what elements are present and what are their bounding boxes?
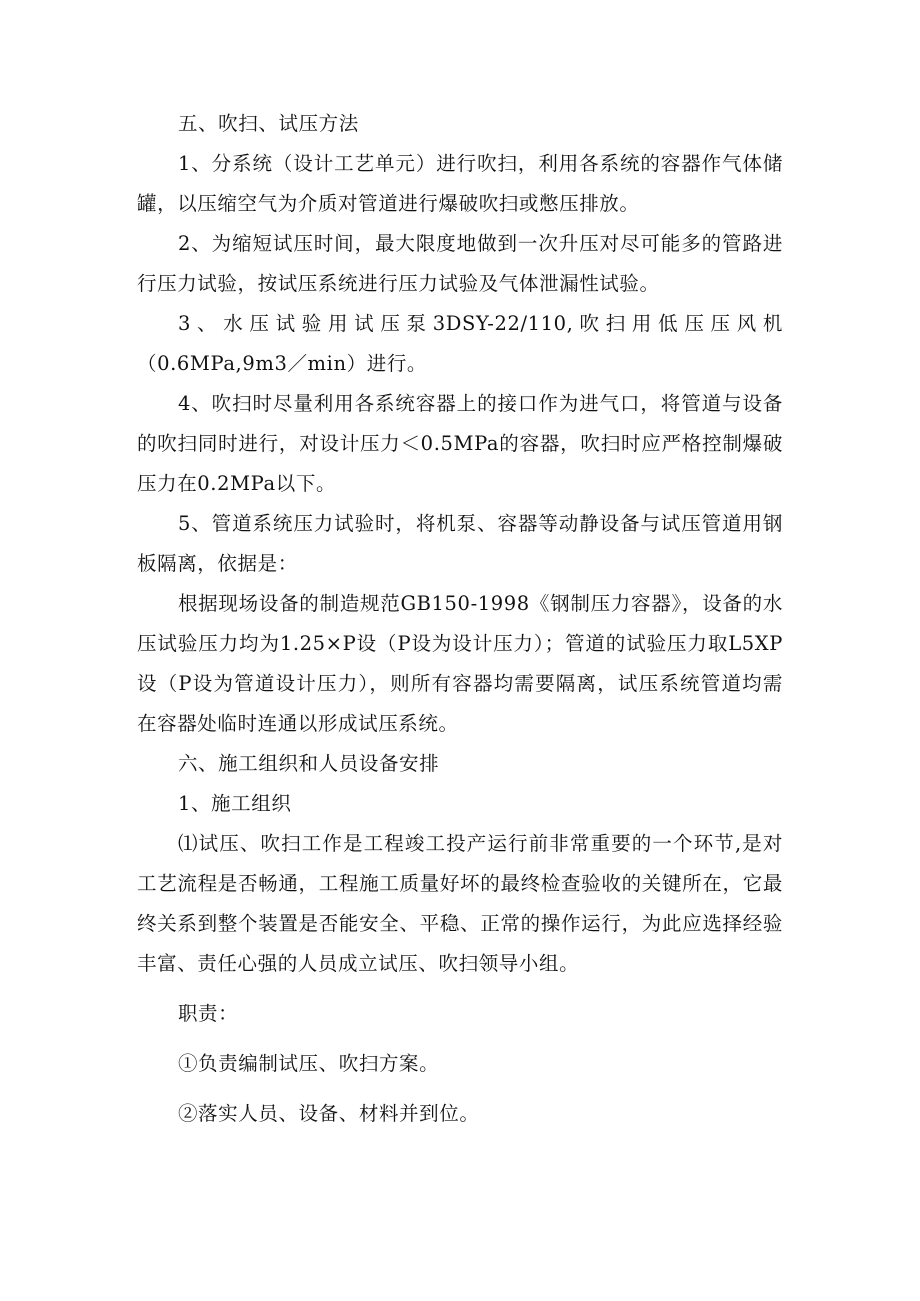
paragraph-3: 3、水压试验用试压泵3DSY-22/110,吹扫用低压压风机（0.6MPa,9m3／min）进行。 xyxy=(137,312,783,375)
responsibilities-label: 职责： xyxy=(177,1002,239,1025)
paragraph-1: 1、分系统（设计工艺单元）进行吹扫，利用各系统的容器作气体储罐，以压缩空气为介质对管道进行爆破吹扫或憋压排放。 xyxy=(137,152,783,215)
paragraph-2: 2、为缩短试压时间，最大限度地做到一次升压对尽可能多的管路进行压力试验，按试压系统进行压力试验及气体泄漏性试验。 xyxy=(137,232,783,295)
section-heading-6: 六、施工组织和人员设备安排 xyxy=(177,752,440,775)
section-heading-5: 五、吹扫、试压方法 xyxy=(177,112,359,135)
responsibility-item-2: ②落实人员、设备、材料并到位。 xyxy=(177,1102,480,1125)
subheading-construction-organization: 1、施工组织 xyxy=(177,792,292,815)
paragraph-4: 4、吹扫时尽量利用各系统容器上的接口作为进气口，将管道与设备的吹扫同时进行，对设计压力＜0.5MPa的容器，吹扫时应严格控制爆破压力在0.2MPa以下。 xyxy=(137,392,783,495)
paragraph-5: 5、管道系统压力试验时，将机泵、容器等动静设备与试压管道用钢板隔离，依据是： xyxy=(137,512,783,575)
paragraph-organization: ⑴试压、吹扫工作是工程竣工投产运行前非常重要的一个环节,是对工艺流程是否畅通，工程施工质量好坏的最终检查验收的关键所在，它最终关系到整个装置是否能安全、平稳、正常的操作运行，为此应选择经验丰富、责任心强的人员成立试压、吹扫领导小组。 xyxy=(137,832,783,975)
responsibility-item-1: ①负责编制试压、吹扫方案。 xyxy=(177,1052,440,1075)
paragraph-basis: 根据现场设备的制造规范GB150-1998《钢制压力容器》，设备的水压试验压力均为1.25×P设（P设为设计压力）；管道的试验压力取L5XP设（P设为管道设计压力），则所有容器均需要隔离，试压系统管道均需在容器处临时连通以形成试压系统。 xyxy=(137,592,783,735)
document-body xyxy=(137,104,783,1134)
